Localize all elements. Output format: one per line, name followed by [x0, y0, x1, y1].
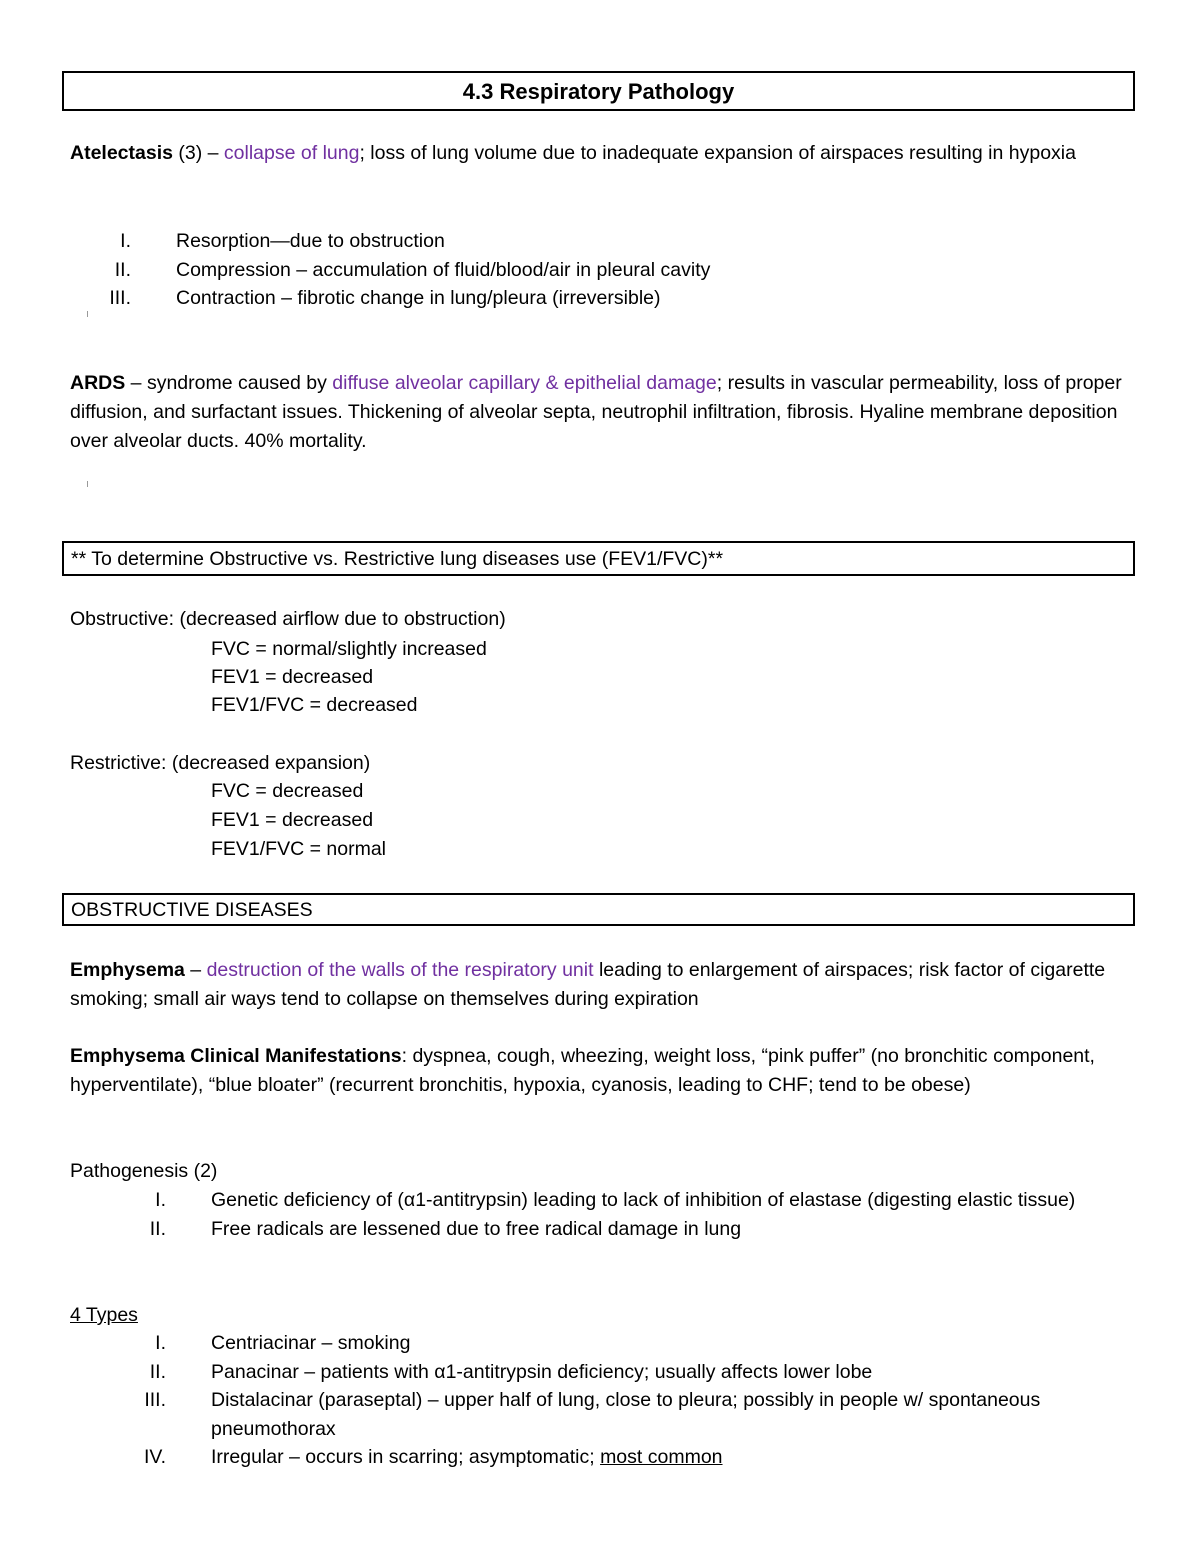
list-text: Distalacinar (paraseptal) – upper half of lung, close to pleura; possibly in people w/ spontaneous pneumothorax — [211, 1389, 1041, 1440]
obstructive-diseases-header: OBSTRUCTIVE DISEASES — [62, 893, 1135, 926]
most-common-emphasis: most common — [600, 1446, 723, 1468]
list-item — [149, 1358, 1121, 1387]
clinical-text: : dyspnea, cough, wheezing, weight loss, “pink puffer” (no bronchitic component, hyperventilate), “blue bloater” (recurrent bronchitis, hypoxia, cyanosis, leading to CHF; tend to be obese) — [70, 1045, 1095, 1096]
atelectasis-definition: ; loss of lung volume due to inadequate expansion of airspaces resulting in hypoxia — [359, 142, 1076, 164]
pathogenesis-list — [149, 1186, 1121, 1243]
list-text: Compression – accumulation of fluid/blood/air in pleural cavity — [176, 258, 711, 281]
obstructive-heading: Obstructive: (decreased airflow due to obstruction) — [70, 608, 506, 630]
list-number: IV. — [143, 1446, 166, 1468]
list-text: Contraction – fibrotic change in lung/pleura (irreversible) — [176, 287, 661, 309]
list-number: III. — [144, 1389, 166, 1411]
list-text: Genetic deficiency of (α1-antitrypsin) leading to lack of inhibition of elastase (digesting elastic tissue) — [211, 1189, 1076, 1211]
list-number: III. — [109, 287, 131, 309]
clinical-paragraph — [70, 1042, 1145, 1100]
emphysema-paragraph — [70, 956, 1145, 1014]
list-number: I. — [155, 1189, 166, 1211]
list-number: I. — [155, 1332, 166, 1354]
list-number: II. — [114, 258, 131, 281]
list-item — [155, 1186, 1121, 1215]
list-number: II. — [149, 1360, 166, 1383]
list-text: Resorption—due to obstruction — [176, 230, 445, 252]
list-text: Centriacinar – smoking — [211, 1332, 411, 1354]
atelectasis-paragraph — [70, 139, 1145, 168]
ards-paragraph — [70, 369, 1145, 456]
pathogenesis-heading: Pathogenesis (2) — [70, 1160, 218, 1182]
obstructive-line: FEV1 = decreased — [211, 666, 374, 688]
list-number: II. — [149, 1217, 166, 1240]
ards-highlight: diffuse alveolar capillary & epithelial damage — [332, 372, 717, 394]
obstructive-line: FEV1/FVC = decreased — [211, 694, 418, 716]
emphysema-types-list — [143, 1329, 1121, 1472]
page-title: 4.3 Respiratory Pathology — [62, 71, 1135, 111]
list-item — [144, 1386, 1121, 1443]
list-item — [143, 1443, 1121, 1472]
fev-note-box: ** To determine Obstructive vs. Restrictive lung diseases use (FEV1/FVC)** — [62, 541, 1135, 576]
obstructive-line: FVC = normal/slightly increased — [211, 638, 487, 660]
comment-marker — [87, 311, 88, 317]
list-item — [120, 227, 1136, 256]
list-item — [114, 256, 1136, 285]
types-heading: 4 Types — [70, 1304, 138, 1326]
restrictive-line: FVC = decreased — [211, 780, 364, 802]
list-text: Panacinar – patients with α1-antitrypsin deficiency; usually affects lower lobe — [211, 1360, 873, 1383]
ards-term: ARDS — [70, 372, 126, 394]
atelectasis-count: (3) – — [172, 142, 224, 164]
list-number: I. — [120, 230, 131, 252]
comment-marker — [87, 481, 88, 487]
ards-lead: – syndrome caused by — [125, 372, 333, 394]
restrictive-heading: Restrictive: (decreased expansion) — [70, 752, 371, 774]
restrictive-line: FEV1/FVC = normal — [211, 838, 387, 860]
list-item — [149, 1215, 1121, 1244]
atelectasis-term: Atelectasis — [70, 142, 173, 164]
emphysema-term: Emphysema — [70, 959, 185, 981]
clinical-term: Emphysema Clinical Manifestations — [70, 1045, 402, 1067]
atelectasis-highlight: collapse of lung — [223, 142, 360, 164]
emphysema-highlight: destruction of the walls of the respiratory unit — [206, 959, 594, 981]
list-item — [155, 1329, 1121, 1358]
atelectasis-types-list — [109, 227, 1136, 313]
list-text: Irregular – occurs in scarring; asymptomatic; — [211, 1446, 601, 1468]
list-item — [109, 284, 1136, 313]
ards-definition: ; results in vascular permeability, loss of proper diffusion, and surfactant issues. Thickening of alveolar septa, neutrophil infiltration, fibrosis. Hyaline membrane deposition over alveolar ducts. 40% mortality. — [70, 372, 1122, 452]
list-text: Free radicals are lessened due to free radical damage in lung — [211, 1217, 742, 1240]
emphysema-definition: leading to enlargement of airspaces; risk factor of cigarette smoking; small air ways tend to collapse on themselves during expiration — [70, 959, 1106, 1010]
restrictive-line: FEV1 = decreased — [211, 809, 374, 831]
emphysema-dash: – — [184, 959, 207, 981]
